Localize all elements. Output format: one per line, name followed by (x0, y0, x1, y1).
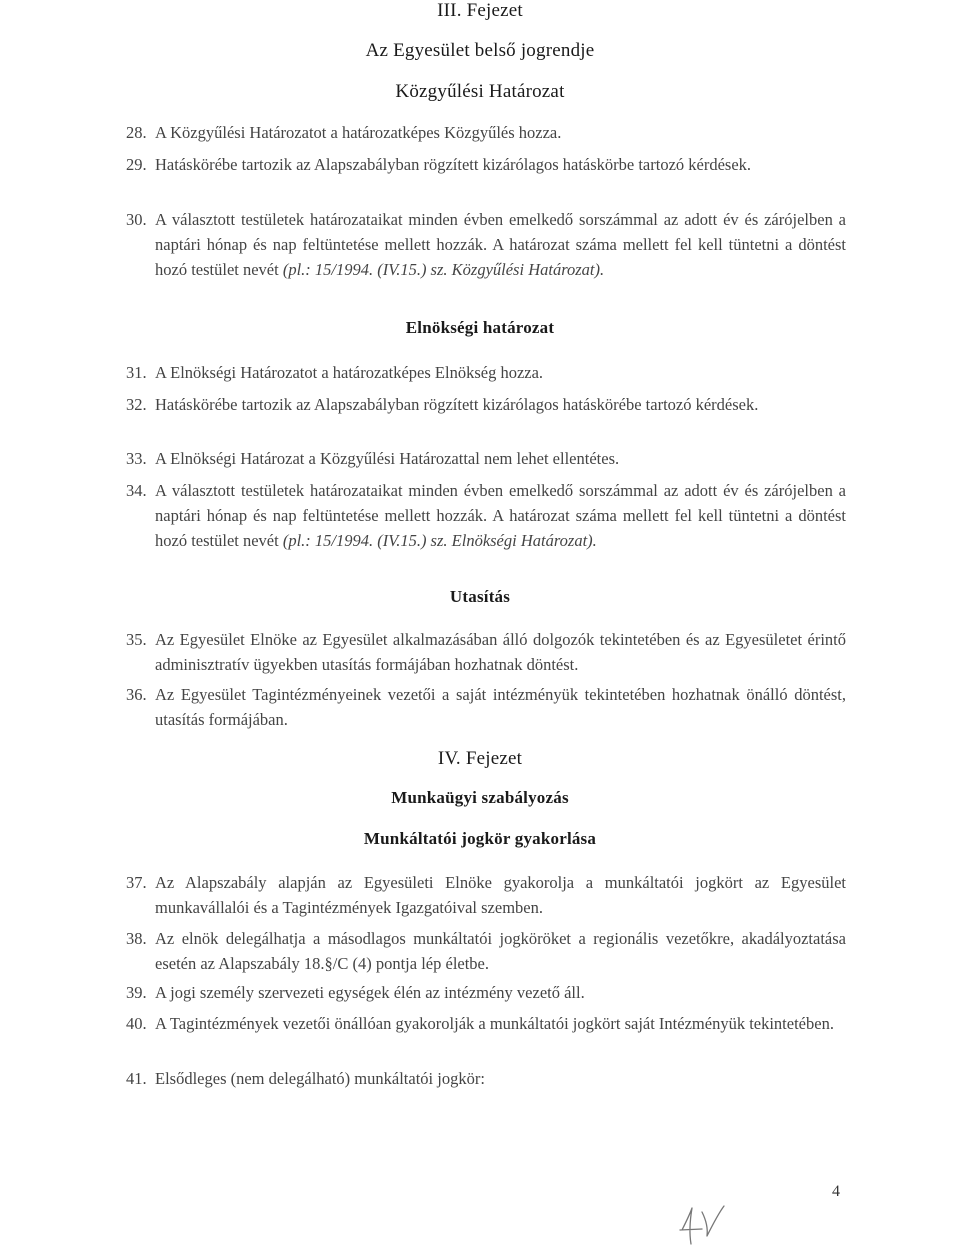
item-number: 38. (126, 929, 147, 948)
handwritten-initials (672, 1200, 732, 1250)
item-number: 35. (126, 630, 147, 649)
item-number: 39. (126, 983, 147, 1002)
item-number: 29. (126, 155, 147, 174)
item-text: Az Egyesület Elnöke az Egyesület alkalmazásában álló dolgozók tekintetében és az Egyesületet érintő adminisztratív ügyekben utasítás formájában hozhatnak döntést. (155, 630, 846, 674)
subsection-title-instruction: Utasítás (449, 587, 511, 606)
item-text (155, 207, 846, 282)
item-number: 36. (126, 685, 147, 704)
list-item (126, 120, 846, 145)
item-text: A Elnökségi Határozat a Közgyűlési Határozattal nem lehet ellentétes. (155, 449, 620, 468)
list-item (126, 152, 846, 177)
section-title-labor: Munkaügyi szabályozás (391, 788, 569, 807)
item-number: 37. (126, 873, 147, 892)
item-number: 33. (126, 449, 147, 468)
chapter-3-title: III. Fejezet (437, 0, 523, 21)
list-item (126, 627, 846, 677)
item-example: (pl.: 15/1994. (IV.15.) sz. Elnökségi Határozat). (282, 531, 597, 550)
chapter-4-title: IV. Fejezet (437, 748, 523, 769)
page-number: 4 (832, 1183, 840, 1200)
list-item (126, 392, 846, 417)
list-item (126, 478, 846, 553)
item-text: A jogi személy szervezeti egységek élén az intézmény vezető áll. (155, 983, 585, 1002)
list-item (126, 870, 846, 920)
subsection-title-presidency: Elnökségi határozat (405, 318, 555, 337)
item-number: 31. (126, 363, 147, 382)
list-item (126, 926, 846, 976)
subsection-title-general-assembly: Közgyűlési Határozat (395, 81, 565, 102)
subsection-title-employer: Munkáltatói jogkör gyakorlása (363, 829, 597, 848)
item-text-body: A választott testületek határozataikat minden évben emelkedő sorszámmal az adott év és zárójelben a naptári hónap és nap feltüntetése mellett hozzák. A határozat száma mellett fel kell tüntetni a döntést hozó testület nevét (155, 481, 846, 550)
item-text: A Tagintézmények vezetői önállóan gyakorolják a munkáltatói jogkört saját Intézményük tekintetében. (155, 1014, 834, 1033)
item-text: Elsődleges (nem delegálható) munkáltatói jogkör: (155, 1069, 485, 1088)
section-title-internal-rules: Az Egyesület belső jogrendje (365, 40, 595, 61)
list-item (126, 360, 846, 385)
item-example: (pl.: 15/1994. (IV.15.) sz. Közgyűlési Határozat). (282, 260, 605, 279)
item-text: Hatáskörébe tartozik az Alapszabályban rögzített kizárólagos hatáskörébe tartozó kérdések. (155, 395, 759, 414)
item-number: 40. (126, 1014, 147, 1033)
item-text-body: A választott testületek határozataikat minden évben emelkedő sorszámmal az adott év és zárójelben a naptári hónap és nap feltüntetése mellett hozzák. A határozat száma mellett fel kell tüntetni a döntést hozó testület nevét (155, 210, 846, 279)
item-text: Hatáskörébe tartozik az Alapszabályban rögzített kizárólagos hatáskörbe tartozó kérdések. (155, 155, 752, 174)
item-text: Az elnök delegálhatja a másodlagos munkáltatói jogköröket a regionális vezetőkre, akadályoztatása esetén az Alapszabály 18.§/C (4) pontja lép életbe. (155, 929, 846, 973)
list-item (126, 1011, 846, 1036)
item-text: A Közgyűlési Határozatot a határozatképes Közgyűlés hozza. (155, 123, 562, 142)
list-item (126, 207, 846, 282)
item-number: 32. (126, 395, 147, 414)
list-item (126, 446, 846, 471)
item-text: Az Alapszabály alapján az Egyesületi Elnöke gyakorolja a munkáltatói jogkört az Egyesület munkavállalói és a Tagintézmények Igazgatóival szemben. (155, 873, 846, 917)
item-number: 34. (126, 481, 147, 500)
list-item (126, 980, 846, 1005)
item-text: A Elnökségi Határozatot a határozatképes Elnökség hozza. (155, 363, 544, 382)
item-number: 28. (126, 123, 147, 142)
item-text: Az Egyesület Tagintézményeinek vezetői a saját intézményük tekintetében hozhatnak önálló döntést, utasítás formájában. (155, 685, 846, 729)
list-item (126, 1066, 846, 1091)
item-text (155, 478, 846, 553)
item-number: 30. (126, 210, 147, 229)
list-item (126, 682, 846, 732)
item-number: 41. (126, 1069, 147, 1088)
